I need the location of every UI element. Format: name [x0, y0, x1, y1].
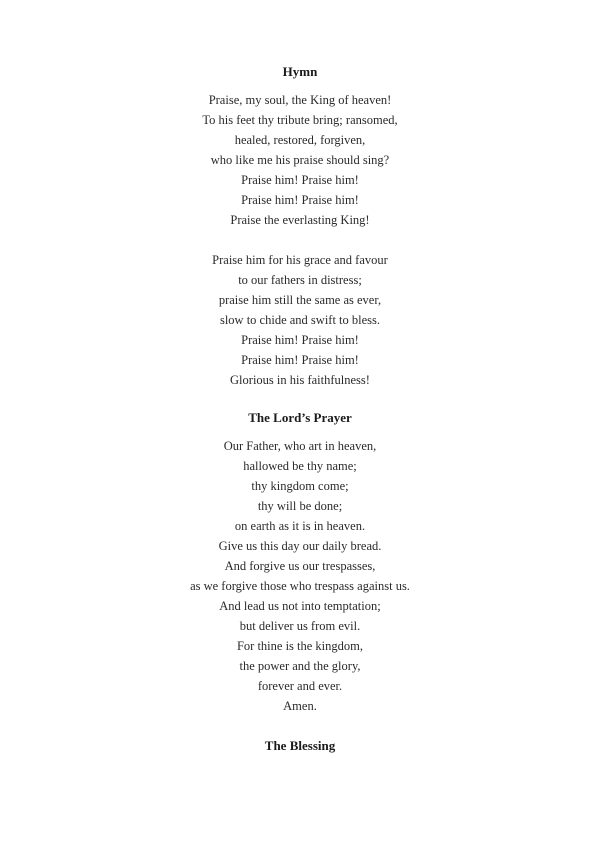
prayer-line: hallowed be thy name;	[243, 459, 357, 473]
prayer-line: And forgive us our trespasses,	[224, 559, 376, 573]
prayer-line: Our Father, who art in heaven,	[223, 439, 377, 453]
hymn-section	[0, 64, 600, 390]
lords-prayer-title: The Lord’s Prayer	[248, 410, 352, 425]
hymn-line: Praise him! Praise him!	[241, 173, 359, 187]
hymn-line: Praise, my soul, the King of heaven!	[208, 93, 392, 107]
hymn-line: to our fathers in distress;	[238, 273, 362, 287]
hymn-line: praise him still the same as ever,	[218, 293, 382, 307]
hymn-line: To his feet thy tribute bring; ransomed,	[202, 113, 398, 127]
hymn-line: Praise him for his grace and favour	[212, 253, 388, 267]
hymn-line: Glorious in his faithfulness!	[230, 373, 370, 387]
hymn-verse-2	[0, 250, 600, 390]
prayer-line: as we forgive those who trespass against us.	[190, 579, 410, 593]
prayer-line: but deliver us from evil.	[239, 619, 361, 633]
hymn-line: Praise him! Praise him!	[241, 193, 359, 207]
hymn-verse-1	[0, 90, 600, 230]
prayer-line: And lead us not into temptation;	[219, 599, 381, 613]
lords-prayer-text	[0, 436, 600, 716]
hymn-line: slow to chide and swift to bless.	[219, 313, 381, 327]
hymn-title: Hymn	[282, 64, 318, 79]
blessing-section	[0, 738, 600, 754]
prayer-line: Give us this day our daily bread.	[218, 539, 382, 553]
prayer-line: For thine is the kingdom,	[236, 639, 364, 653]
hymn-line: Praise him! Praise him!	[241, 353, 359, 367]
lords-prayer-section	[0, 410, 600, 716]
blessing-title: The Blessing	[264, 738, 336, 753]
prayer-line: thy kingdom come;	[251, 479, 349, 493]
prayer-line: thy will be done;	[257, 499, 343, 513]
hymn-line: Praise the everlasting King!	[230, 213, 370, 227]
prayer-line: on earth as it is in heaven.	[234, 519, 366, 533]
prayer-line: forever and ever.	[257, 679, 343, 693]
hymn-line: healed, restored, forgiven,	[234, 133, 366, 147]
prayer-line: Amen.	[283, 699, 317, 713]
hymn-line: Praise him! Praise him!	[241, 333, 359, 347]
prayer-line: the power and the glory,	[239, 659, 361, 673]
hymn-line: who like me his praise should sing?	[210, 153, 390, 167]
